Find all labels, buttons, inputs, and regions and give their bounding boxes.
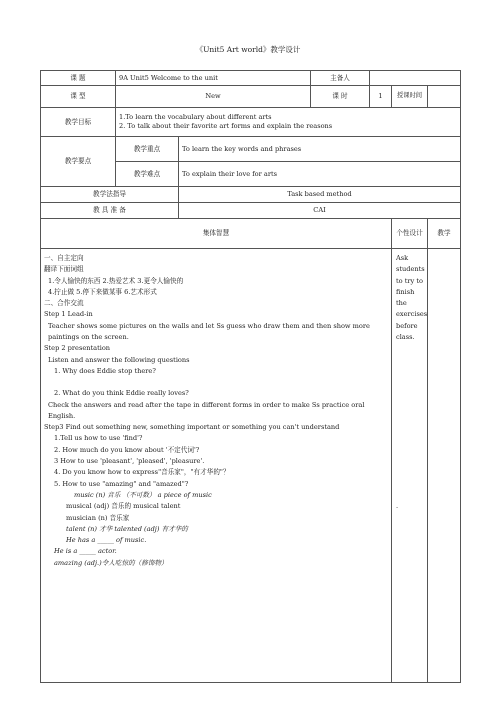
row-goals — [41, 108, 461, 137]
teaching-content — [428, 249, 461, 683]
step3-item: 4. Do you know how to express"音乐家"，"有才华的"？ — [54, 468, 230, 477]
vocab-line: musical (adj) 音乐的 musical talent — [66, 502, 181, 511]
tools-label: 教 具 准 备 — [41, 203, 179, 219]
phrase-line: 4.拧止做 5.停下来做某事 6.艺术形式 — [48, 287, 157, 296]
focus-label: 教学重点 — [116, 137, 179, 162]
exercise-line: He has a _____ of music. — [66, 536, 147, 545]
lesson-plan-table — [40, 70, 461, 683]
lead-teacher-label: 主备人 — [311, 71, 370, 86]
difficulty-label: 教学难点 — [116, 162, 179, 187]
step3-item: 2. How much do you know about '不定代词'? — [54, 445, 200, 454]
teaching-time-value — [428, 86, 461, 108]
hours-value: 1 — [370, 86, 392, 108]
question-line: 2. What do you think Eddie really loves? — [54, 389, 189, 398]
collective-wisdom-header: 集体智慧 — [41, 219, 392, 249]
row-focus — [41, 137, 461, 162]
hours-label: 课 时 — [311, 86, 370, 108]
step3-item: 3 How to use 'pleasant', 'pleased', 'pleasure'. — [54, 457, 205, 466]
collective-content — [41, 249, 392, 683]
type-label: 课 型 — [41, 86, 116, 108]
step-title: Step 1 Lead-in — [44, 310, 93, 319]
step3-item: 5. How to use "amazing" and "amazed"? — [54, 479, 189, 488]
step-title: Step3 Find out something new, something important or something you can't understand — [44, 423, 340, 432]
goal-item: 2. To talk about their favorite art forms and explain the reasons — [119, 122, 333, 130]
focus-value: To learn the key words and phrases — [179, 137, 461, 162]
task-line: 翻译下面词组 — [44, 265, 84, 274]
vocab-line: amazing (adj.)令人吃惊的（修饰物） — [54, 558, 168, 567]
row-method — [41, 187, 461, 203]
type-value: New — [116, 86, 311, 108]
keypoints-label: 教学要点 — [41, 137, 116, 187]
vocab-line: talent (n) 才华 talented (adj) 有才华的 — [66, 524, 188, 533]
teaching-header: 教学 — [428, 219, 461, 249]
side-note-mark: . — [396, 502, 399, 511]
tools-value: CAI — [179, 203, 461, 219]
personal-design-header: 个性设计 — [392, 219, 428, 249]
goal-item: 1.To learn the vocabulary about different arts — [119, 113, 272, 122]
row-topic — [41, 71, 461, 86]
step-title: Step 2 presentation — [44, 344, 111, 353]
question-line: 1. Why does Eddie stop there? — [54, 366, 156, 375]
method-label: 教学法指导 — [41, 187, 179, 203]
goals-label: 教学目标 — [41, 108, 116, 137]
phrase-line: 1.令人愉快的东西 2.热爱艺术 3.更令人愉快的 — [48, 276, 184, 285]
method-value: Task based method — [179, 187, 461, 203]
check-text: Check the answers and read after the tape in different forms in order to make Ss practice oral English. — [48, 400, 365, 420]
teaching-time-label: 授课时间 — [392, 86, 428, 108]
presentation-intro: Listen and answer the following questions — [48, 355, 190, 364]
exercise-line: He is a _____ actor. — [54, 547, 117, 556]
topic-label: 课 题 — [41, 71, 116, 86]
vocab-line: music (n) 音乐 （不可数） a piece of music — [74, 490, 212, 499]
difficulty-value: To explain their love for arts — [179, 162, 461, 187]
step3-item: 1.Tell us how to use 'find'? — [54, 434, 143, 443]
row-content — [41, 249, 461, 683]
section-heading: 二、合作交流 — [44, 299, 84, 308]
blank-line — [44, 377, 388, 388]
row-type — [41, 86, 461, 108]
section-heading: 一、自主定向 — [44, 254, 84, 262]
vocab-line: musician (n) 音乐家 — [66, 513, 130, 522]
personal-design-content — [392, 249, 428, 683]
goals-list — [116, 108, 461, 137]
topic-value: 9A Unit5 Welcome to the unit — [116, 71, 311, 86]
row-column-headers — [41, 219, 461, 249]
document-title: 《Unit5 Art world》教学设计 — [195, 45, 301, 54]
side-note-text: Ask students to try to finish the exercises before class. — [396, 254, 428, 342]
lead-in-text: Teacher shows some pictures on the walls and let Ss guess who draw them and then show more paintings on the screen. — [48, 321, 370, 342]
lead-teacher-value — [370, 71, 461, 86]
row-tools — [41, 203, 461, 219]
